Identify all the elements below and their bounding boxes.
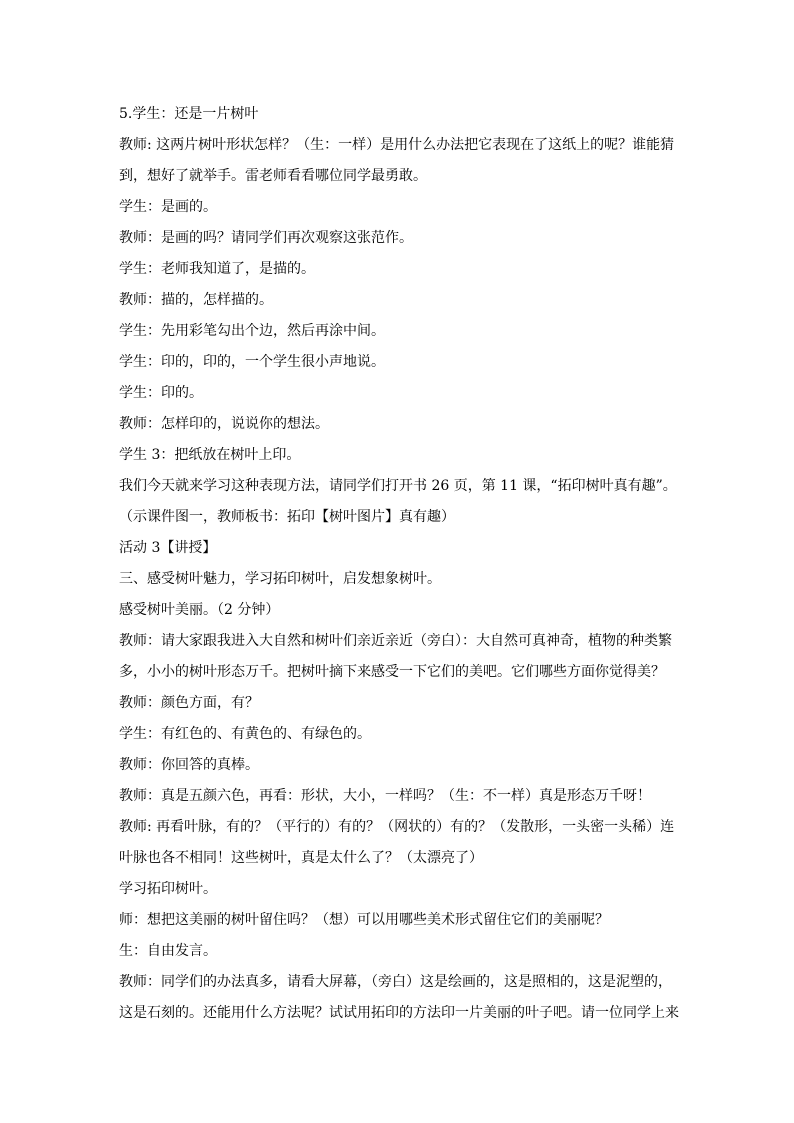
text-line: 师：想把这美丽的树叶留住吗？（想）可以用哪些美术形式留住它们的美丽呢？ <box>119 912 609 928</box>
text-line: 教师：是画的吗？请同学们再次观察这张范作。 <box>119 230 413 246</box>
text-line: 学生 3：把纸放在树叶上印。 <box>119 447 301 463</box>
text-line: 学习拓印树叶。 <box>119 881 217 897</box>
text-line: 学生：印的。 <box>119 385 203 401</box>
text-line: 教师：请大家跟我进入大自然和树叶们亲近亲近（旁白）：大自然可真神奇，植物的种类繁 <box>119 633 672 649</box>
text-line: 这是石刻的。还能用什么方法呢？试试用拓印的方法印一片美丽的叶子吧。请一位同学上来 <box>119 1005 679 1021</box>
section-heading: 三、感受树叶魅力，学习拓印树叶，启发想象树叶。 <box>119 571 441 587</box>
text-line: 学生：老师我知道了，是描的。 <box>119 261 315 277</box>
text-line: 教师: 这两片树叶形状怎样？（生：一样）是用什么办法把它表现在了这纸上的呢？谁能猜 <box>119 137 675 153</box>
text-line: 教师: 再看叶脉，有的？（平行的）有的？（网状的）有的？（发散形，一头密一头稀）连 <box>119 819 675 835</box>
section-heading: 活动 3【讲授】 <box>119 540 217 556</box>
text-line: （示课件图一，教师板书：拓印【树叶图片】真有趣） <box>119 509 455 525</box>
text-line: 多，小小的树叶形态万千。把树叶摘下来感受一下它们的美吧。它们哪些方面你觉得美？ <box>119 664 665 680</box>
text-line: 教师：同学们的办法真多，请看大屏幕，（旁白）这是绘画的，这是照相的，这是泥塑的， <box>119 974 672 990</box>
text-line: 我们今天就来学习这种表现方法，请同学们打开书 26 页，第 11 课，“拓印树叶真有趣”。 <box>119 478 677 494</box>
text-line: 教师：描的，怎样描的。 <box>119 292 273 308</box>
text-line: 5.学生：还是一片树叶 <box>119 106 259 122</box>
document-body <box>119 99 679 1029</box>
text-line: 教师：怎样印的，说说你的想法。 <box>119 416 329 432</box>
text-line: 学生：印的，印的，一个学生很小声地说。 <box>119 354 385 370</box>
text-line: 教师：你回答的真棒。 <box>119 757 259 773</box>
text-line: 叶脉也各不相同！这些树叶，真是太什么了？（太漂亮了） <box>119 850 483 866</box>
text-line: 生：自由发言。 <box>119 943 217 959</box>
text-line: 教师：颜色方面，有？ <box>119 695 259 711</box>
text-line: 感受树叶美丽。（2 分钟） <box>119 602 280 618</box>
text-line: 学生：先用彩笔勾出个边，然后再涂中间。 <box>119 323 385 339</box>
text-line: 教师：真是五颜六色，再看：形状，大小，一样吗？（生：不一样）真是形态万千呀！ <box>119 788 651 804</box>
text-line: 到，想好了就举手。雷老师看看哪位同学最勇敢。 <box>119 168 427 184</box>
text-line: 学生：是画的。 <box>119 199 217 215</box>
text-line: 学生：有红色的、有黄色的、有绿色的。 <box>119 726 371 742</box>
